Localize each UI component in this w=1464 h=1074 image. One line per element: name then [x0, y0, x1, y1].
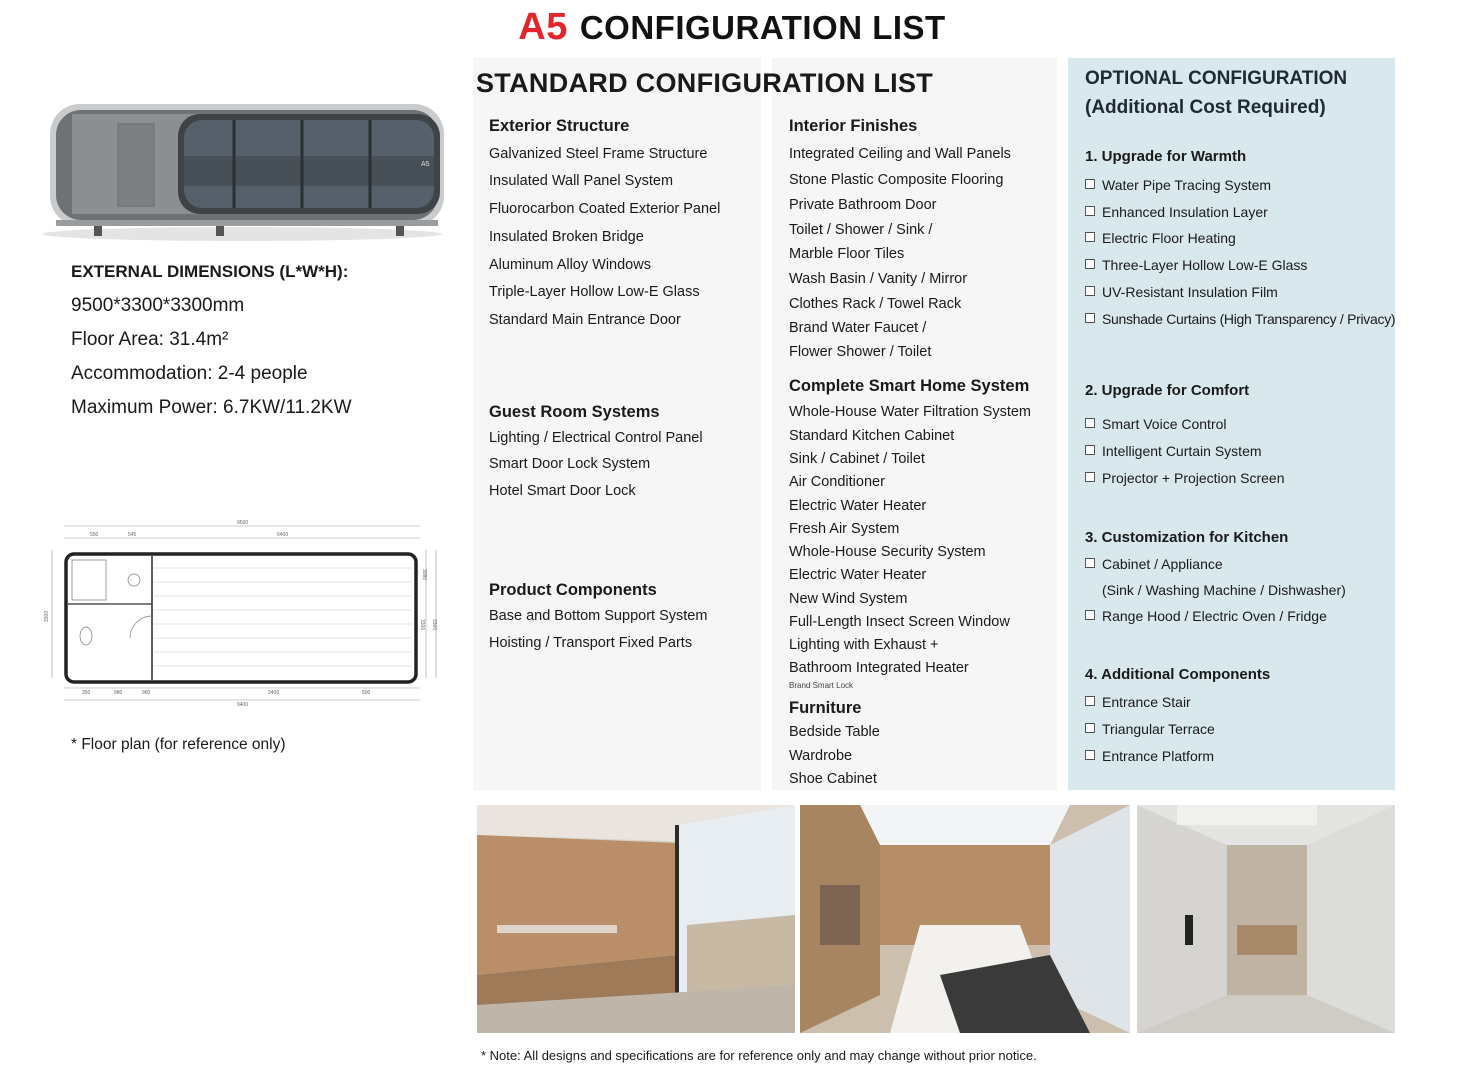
- optional-title: [1085, 64, 1347, 122]
- list-item: Bedside Table: [789, 724, 880, 740]
- section-title-interior-finishes: Interior Finishes: [789, 117, 918, 135]
- list-item: Galvanized Steel Frame Structure: [489, 146, 708, 162]
- plan-left-dim: 3300: [44, 610, 50, 622]
- list-item: Fresh Air System: [789, 521, 900, 537]
- list-item: Toilet / Shower / Sink /: [789, 222, 933, 238]
- list-item: Stone Plastic Composite Flooring: [789, 172, 1004, 188]
- list-item: Entrance Platform: [1085, 749, 1214, 763]
- list-item: Sunshade Curtains (High Transparency / Privacy): [1085, 312, 1395, 326]
- list-item: Range Hood / Electric Oven / Fridge: [1085, 609, 1327, 623]
- list-item: Brand Water Faucet /: [789, 320, 927, 336]
- list-item: Aluminum Alloy Windows: [489, 257, 651, 273]
- page-title: [0, 6, 1464, 49]
- dimensions-size: 9500*3300*3300mm: [71, 295, 245, 316]
- title-text: CONFIGURATION LIST: [579, 9, 946, 46]
- list-item: Fluorocarbon Coated Exterior Panel: [489, 201, 721, 217]
- plan-bottom-dim-5: 500: [362, 690, 371, 696]
- list-item: Electric Water Heater: [789, 567, 927, 583]
- checkbox-icon: [1085, 610, 1095, 620]
- checkbox-icon: [1085, 259, 1095, 269]
- plan-top-dim-1: 550: [90, 532, 99, 538]
- list-item: Intelligent Curtain System: [1085, 444, 1262, 458]
- cabin-exterior-image: [36, 96, 448, 246]
- list-item: Insulated Broken Bridge: [489, 229, 644, 245]
- standard-panel-left: [473, 58, 761, 790]
- checkbox-icon: [1085, 313, 1095, 323]
- list-item: Electric Water Heater: [789, 498, 927, 514]
- section-title-guest-room-systems: Guest Room Systems: [489, 403, 660, 421]
- model-name: A5: [518, 6, 568, 48]
- bedroom-photo: [800, 805, 1130, 1033]
- footer-note: * Note: All designs and specifications are for reference only and may change without prior notice.: [481, 1048, 1037, 1063]
- optional-title-line1: OPTIONAL CONFIGURATION: [1085, 68, 1348, 89]
- list-item: Wash Basin / Vanity / Mirror: [789, 271, 968, 287]
- list-item: Triple-Layer Hollow Low-E Glass: [489, 284, 700, 300]
- list-item: Shoe Cabinet: [789, 771, 877, 787]
- list-item: Whole-House Security System: [789, 544, 986, 560]
- checkbox-icon: [1085, 179, 1095, 189]
- checkbox-icon: [1085, 286, 1095, 296]
- section-title-furniture: Furniture: [789, 699, 862, 717]
- list-item-continuation: (Sink / Washing Machine / Dishwasher): [1102, 582, 1346, 598]
- list-item: Smart Voice Control: [1085, 417, 1227, 431]
- checkbox-icon: [1085, 558, 1095, 568]
- checkbox-icon: [1085, 723, 1095, 733]
- list-item: Cabinet / Appliance: [1085, 557, 1223, 571]
- checkbox-icon: [1085, 696, 1095, 706]
- plan-bottom-dim-4: 2400: [268, 690, 280, 696]
- checkbox-icon: [1085, 232, 1095, 242]
- section-title-product-components: Product Components: [489, 581, 657, 599]
- section-title-additional: 4. Additional Components: [1085, 666, 1271, 683]
- list-item: Hoisting / Transport Fixed Parts: [489, 635, 693, 651]
- plan-bottom-dim-1: 350: [82, 690, 91, 696]
- dimensions-heading: EXTERNAL DIMENSIONS (L*W*H):: [71, 262, 349, 281]
- optional-title-line2: (Additional Cost Required): [1085, 97, 1326, 118]
- section-title-kitchen: 3. Customization for Kitchen: [1085, 529, 1289, 546]
- plan-bottom-dim-2: 980: [114, 690, 123, 696]
- list-item: Lighting with Exhaust +: [789, 637, 939, 653]
- plan-right-dim-1: 3080: [421, 569, 427, 581]
- checkbox-icon: [1085, 206, 1095, 216]
- list-item: New Wind System: [789, 591, 908, 607]
- standard-heading: STANDARD CONFIGURATION LIST: [476, 68, 934, 98]
- list-item: Marble Floor Tiles: [789, 246, 905, 262]
- list-item: Water Pipe Tracing System: [1085, 178, 1271, 192]
- list-item: Standard Main Entrance Door: [489, 312, 681, 328]
- list-item: Standard Kitchen Cabinet: [789, 428, 955, 444]
- accommodation: Accommodation: 2-4 people: [71, 363, 308, 384]
- list-item: Full-Length Insect Screen Window: [789, 614, 1010, 630]
- list-item: Three-Layer Hollow Low-E Glass: [1085, 258, 1307, 272]
- plan-bottom-overall: 9400: [237, 702, 249, 708]
- list-item: Lighting / Electrical Control Panel: [489, 430, 703, 446]
- floor-plan: [42, 520, 442, 710]
- kitchen-photo: [477, 805, 795, 1033]
- section-title-comfort: 2. Upgrade for Comfort: [1085, 382, 1250, 399]
- list-item: Insulated Wall Panel System: [489, 173, 674, 189]
- list-item: Base and Bottom Support System: [489, 608, 708, 624]
- cabin-badge: A5: [421, 161, 430, 168]
- section-title-warmth: 1. Upgrade for Warmth: [1085, 148, 1247, 165]
- plan-right-dim-2: 3300: [419, 619, 425, 631]
- list-item: Clothes Rack / Towel Rack: [789, 296, 962, 312]
- list-item: Triangular Terrace: [1085, 722, 1215, 736]
- checkbox-icon: [1085, 418, 1095, 428]
- list-item: Sink / Cabinet / Toilet: [789, 451, 925, 467]
- list-item: UV-Resistant Insulation Film: [1085, 285, 1278, 299]
- list-item: Projector + Projection Screen: [1085, 471, 1284, 485]
- section-title-smart-home: Complete Smart Home System: [789, 377, 1030, 395]
- section-title-exterior-structure: Exterior Structure: [489, 117, 630, 135]
- list-item: Integrated Ceiling and Wall Panels: [789, 146, 1011, 162]
- plan-bottom-dim-3: 960: [142, 690, 151, 696]
- checkbox-icon: [1085, 750, 1095, 760]
- floor-area: Floor Area: 31.4m²: [71, 329, 229, 350]
- plan-top-dim-2: 545: [128, 532, 137, 538]
- entrance-photo: [1137, 805, 1395, 1033]
- plan-top-overall: 9500: [237, 520, 249, 526]
- list-item: Flower Shower / Toilet: [789, 344, 932, 360]
- list-item: Electric Floor Heating: [1085, 231, 1236, 245]
- list-item: Air Conditioner: [789, 474, 885, 490]
- checkbox-icon: [1085, 445, 1095, 455]
- maximum-power: Maximum Power: 6.7KW/11.2KW: [71, 397, 352, 418]
- list-item: Entrance Stair: [1085, 695, 1191, 709]
- list-item: Private Bathroom Door: [789, 197, 937, 213]
- floor-plan-caption: * Floor plan (for reference only): [71, 736, 286, 753]
- list-item: Hotel Smart Door Lock: [489, 483, 636, 499]
- checkbox-icon: [1085, 472, 1095, 482]
- list-item: Bathroom Integrated Heater: [789, 660, 969, 676]
- small-text: Brand Smart Lock: [789, 681, 854, 690]
- list-item: Wardrobe: [789, 748, 853, 764]
- list-item: Enhanced Insulation Layer: [1085, 205, 1268, 219]
- plan-top-dim-3: 6400: [277, 532, 289, 538]
- plan-right-dim-3: 3300: [431, 619, 437, 631]
- list-item: Whole-House Water Filtration System: [789, 404, 1032, 420]
- list-item: Smart Door Lock System: [489, 456, 651, 472]
